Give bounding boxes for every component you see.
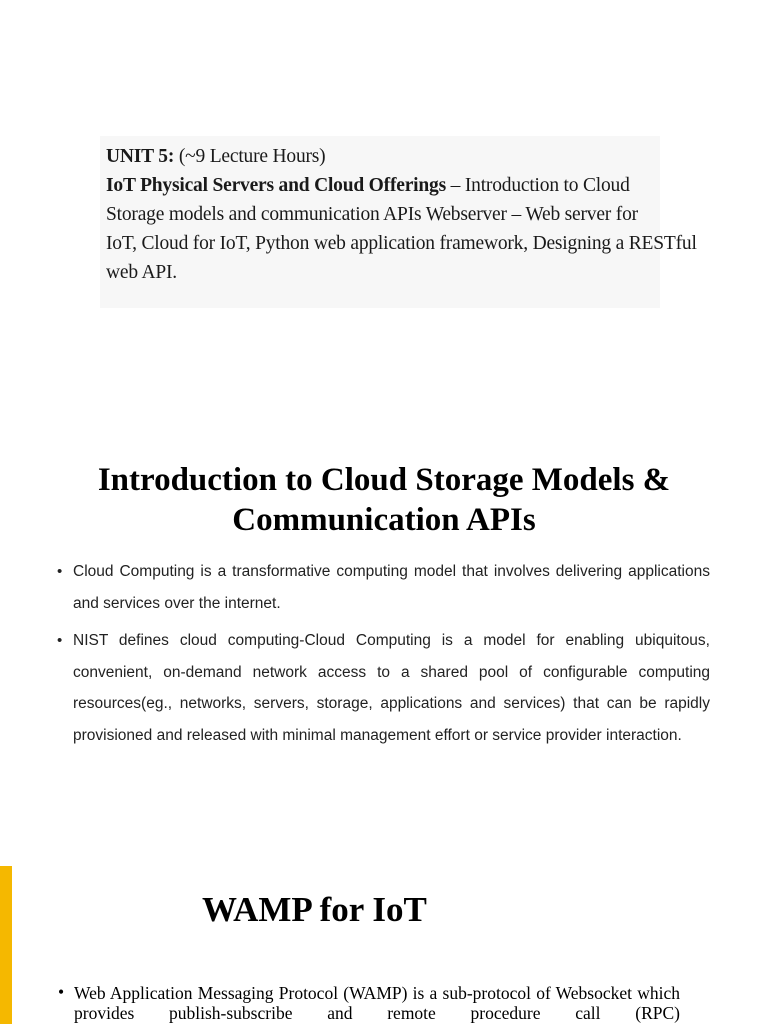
syllabus-line-1 [106,171,652,200]
syllabus-scan-image [100,136,697,308]
slide-title: Introduction to Cloud Storage Models & Communication APIs [97,462,671,538]
syllabus-line-1-rest: – Introduction to Cloud [445,175,630,196]
syllabus-line-2: Storage models and communication APIs Webserver – Web server for [106,204,638,225]
unit-label: UNIT 5: [106,146,175,167]
bullet-item: • NIST defines cloud computing-Cloud Computing is a model for enabling ubiquitous, convenient, on-demand network access to a shared pool of configurable computing resources(eg., networks, servers, storage, applications and services) that can be rapidly provisioned and released with minimal management effort or service provider interaction. [55,625,710,751]
bullet-item: • Web Application Messaging Protocol (WAMP) is a sub-protocol of Websocket which provides publish-subscribe and remote procedure call (RPC) [58,983,680,1023]
syllabus-line-4: web API. [106,262,177,283]
slide-cloud-storage [0,400,768,840]
topic-title: IoT Physical Servers and Cloud Offerings [106,175,446,196]
slide-title: WAMP for IoT [202,890,427,929]
syllabus-line-3: IoT, Cloud for IoT, Python web application framework, Designing a RESTful [106,233,697,254]
bullet-item: • Cloud Computing is a transformative computing model that involves delivering applications and services over the internet. [55,556,710,619]
accent-bar [0,866,12,1024]
unit-heading [106,142,652,171]
unit-hours: (~9 Lecture Hours) [178,146,326,167]
bullet-list [58,983,680,1023]
slide-syllabus [0,0,768,400]
slide-wamp [0,840,768,1024]
bullet-list [55,556,710,757]
